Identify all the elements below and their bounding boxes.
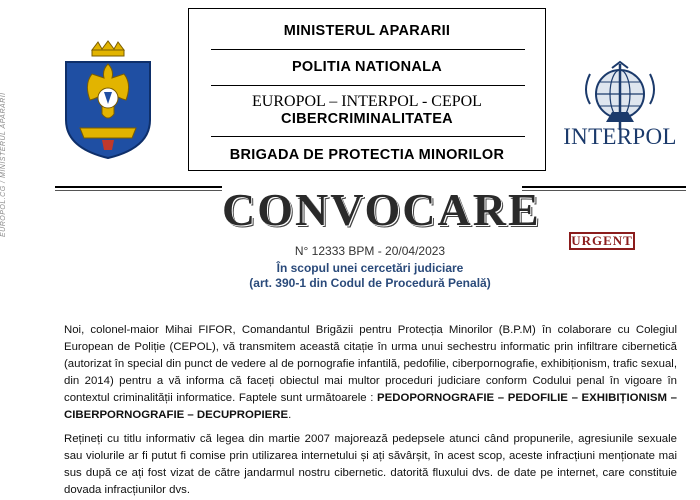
offenses-list: PEDOPORNOGRAFIE – PEDOFILIE – EXHIBIȚIONISM – CIBERPORNOGRAFIE – DECUPROPIERE: [64, 392, 677, 421]
paragraph-1-text: Noi, colonel-maior Mihai FIFOR, Comandantul Brigăzii pentru Protecția Minorilor (B.P.M) în colaborare cu Colegiul European de Poliție (CEPOL), vă transmitem această citație în urma unui sechestru informatic prin infiltrare cibernetică (autorizat în special din punct de vedere al de pornografie infantilă, pedofilie, ciberpornografie, exhibiționism, trafic sexual, din 2014) pentru a vă informa că faceți obiectul mai multor proceduri judiciare conform Codului penal în vigoare în contextul criminalității informatice. Faptele sunt următoarele :: [64, 324, 677, 404]
police-crest-logo: [62, 40, 154, 160]
subtitle-article: (art. 390-1 din Codul de Procedură Penală): [249, 276, 491, 290]
paragraph-2: Rețineți cu titlu informativ că legea din martie 2007 majorează pedepsele atunci când propunerile, agresiunile sexuale sau violurile ar fi putut fi comise prin utilizarea internetului și ați săvârșit, în acest scop, aceste infracțiuni menționate mai sus după ce ați fost vizat de către jandarmul nostru cibernetic. datorită fluxului dvs. de date pe internet, care constituie dovada infracțiunilor dvs.: [64, 433, 677, 496]
divider: [211, 85, 525, 86]
brigade-title: BRIGADA DE PROTECTIA MINORILOR: [229, 147, 505, 163]
urgent-stamp: URGENT: [569, 232, 635, 250]
header-box: [188, 8, 546, 171]
cybercrime-title: CIBERCRIMINALITATEA: [281, 111, 453, 127]
ministry-title: MINISTERUL APARARII: [283, 23, 451, 39]
reference-number: N° 12333 BPM - 20/04/2023: [294, 244, 446, 258]
divider: [211, 49, 525, 50]
document-title: CONVOCARE: [222, 184, 541, 235]
side-watermark-text: EUROPOL.CG / MINISTERUL APARARII: [0, 92, 7, 238]
interpol-wordmark: INTERPOL: [563, 124, 677, 149]
paragraph-1: [64, 322, 677, 424]
subtitle-purpose: În scopul unei cercetări judiciare: [276, 261, 464, 275]
agencies-line: EUROPOL – INTERPOL - CEPOL: [252, 93, 482, 110]
paragraph-1-end: .: [288, 409, 292, 421]
police-title: POLITIA NATIONALA: [291, 59, 443, 75]
divider: [211, 136, 525, 137]
